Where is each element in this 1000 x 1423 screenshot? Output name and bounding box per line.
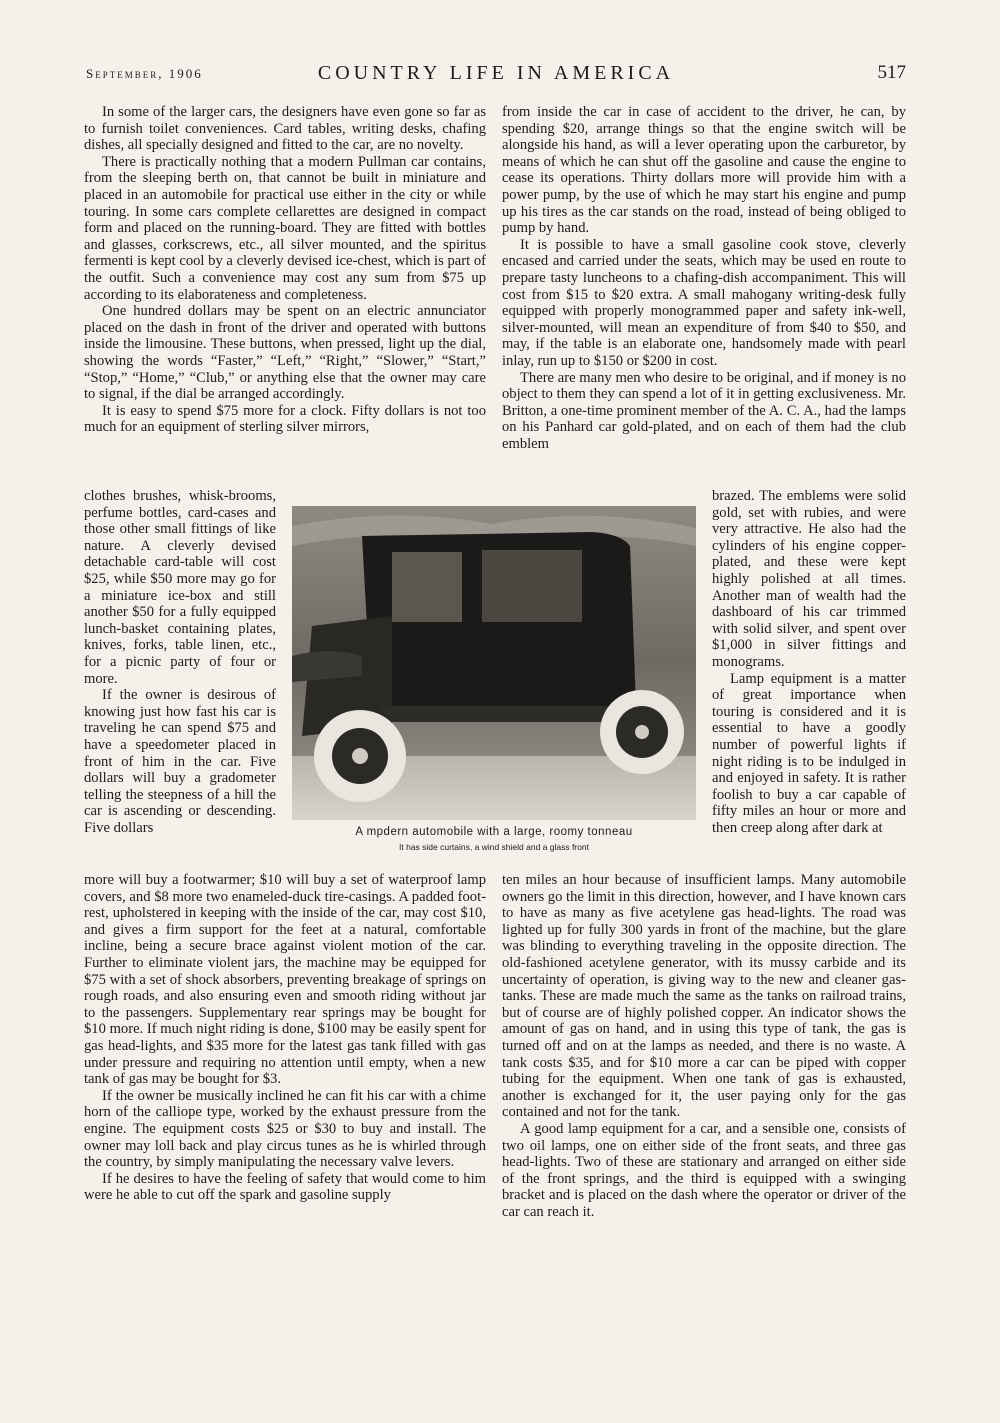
issue-date: September, 1906 — [86, 66, 203, 81]
left-column-wrap — [84, 488, 276, 836]
paragraph: ten miles an hour because of insufficient lamps. Many automobile owners go the limit in this direction, however, and I have known cars to have as many as five acetylene gas head-lights. The road was lighted up for fully 300 yards in front of the machine, but the glare was blinding to everything traveling in the opposite direction. The old-fashioned acetylene generator, with its mussy carbide and its uncertainty of operation, is giving way to the new and cleaner gas-tanks. These are made much the same as the tanks on railroad trains, but of course are of highly polished copper. An indicator shows the amount of gas on hand, and in using this type of tank, the gas is turned off and on at the lamps as needed, and there is no waste. A tank costs $35, and for $10 more a car can be piped with copper tubing for the equipment. When one tank of gas is exhausted, another is exchanged for it, the user paying only for the gas contained and not for the tank. — [502, 872, 906, 1121]
caption-title: A mpdern automobile with a large, roomy tonneau — [355, 826, 633, 838]
paragraph: It is possible to have a small gasoline cook stove, cleverly encased and carried under the seats, which may be used en route to prepare tasty luncheons to a chafing-dish accompaniment. This will cost from $15 to $20 extra. A small mahogany writing-desk fully equipped with properly monogrammed paper and safety ink-well, silver-mounted, will mean an expenditure of from $40 to $50, and may, if the table is an elaborate one, handsomely made with pearl inlay, run up to $150 or $200 in cost. — [502, 236, 906, 369]
left-column-bottom — [84, 872, 486, 1204]
paragraph: If the owner is desirous of knowing just how fast his car is traveling he can spend $75 and have a speedometer placed in front of him in the car. Five dollars will buy a gradometer telling the steepness of a hill the car is ascending or descending. Five dollars — [84, 687, 276, 836]
paragraph: clothes brushes, whisk-brooms, perfume bottles, card-cases and those other small fittings of like nature. A cleverly devised detachable card-table will cost $25, while $50 more may go for a miniature ice-box and still another $50 for a fully equipped lunch-basket containing plates, knives, forks, table linen, etc., for a picnic party of four or more. — [84, 488, 276, 687]
left-column-top — [84, 104, 486, 436]
automobile-illustration — [292, 506, 696, 820]
running-header — [86, 62, 906, 86]
paragraph: If he desires to have the feeling of safety that would come to him were he able to cut off the spark and gasoline supply — [84, 1170, 486, 1204]
page-number: 517 — [877, 62, 906, 83]
paragraph: from inside the car in case of accident to the driver, he can, by spending $20, arrange things so that the engine switch will be alongside his hand, as will a lever operating upon the carburetor, by means of which he can shut off the gasoline and cause the engine to cease its operations. Thirty dollars more will provide him with a power pump, by the use of which he may start his engine and pump up his tires as the car stands on the road, instead of being obliged to pump by hand. — [502, 104, 906, 237]
paragraph: brazed. The emblems were solid gold, set with rubies, and were very attractive. He also had the cylinders of his engine copper-plated, and these were kept highly polished at all times. Another man of wealth had the dashboard of his car trimmed with solid silver, and spent over $1,000 in silver fittings and monograms. — [712, 488, 906, 670]
paragraph: It is easy to spend $75 more for a clock. Fifty dollars is not too much for an equipment of sterling silver mirrors, — [84, 402, 486, 436]
paragraph: more will buy a footwarmer; $10 will buy a set of waterproof lamp covers, and $8 more two enameled-duck tire-casings. A padded foot-rest, upholstered in keeping with the inside of the car, may cost $10, and gives a firm support for the feet at a natural, comfortable incline, being a secure brace against violent motion of the car. Further to eliminate violent jars, the machine may be equipped for $75 with a set of shock absorbers, preventing breakage of springs on rough roads, and also ensuring even and smooth riding without jar to the passengers. Supplementary rear springs may be bought for $10 more. If much night riding is done, $100 may be easily spent for gas head-lights, and $35 more for the latest gas tank filled with gas under pressure and requiring no attention until empty, when a new tank of gas may be bought for $3. — [84, 872, 486, 1088]
paragraph: If the owner be musically inclined he can fit his car with a chime horn of the calliope type, worked by the exhaust pressure from the engine. The equipment costs $25 or $30 to buy and install. The owner may loll back and play circus tunes as he is whirled through the country, by simply manipulating the necessary valve levers. — [84, 1087, 486, 1171]
right-column-bottom — [502, 872, 906, 1220]
magazine-title: COUNTRY LIFE IN AMERICA — [317, 62, 675, 84]
paragraph: There are many men who desire to be original, and if money is no object to them they can spend a lot of it in getting exclusiveness. Mr. Britton, a one-time prominent member of the A. C. A., had the lamps on his Panhard car gold-plated, and on each of them had the club emblem — [502, 369, 906, 452]
paragraph: A good lamp equipment for a car, and a sensible one, consists of two oil lamps, one on either side of the front seats, and three gas head-lights. Two of these are stationary and arranged on either side of the front springs, and the third is equipped with a swinging bracket and is placed on the dash where the operator or driver of the car can reach it. — [502, 1120, 906, 1220]
right-column-top — [502, 104, 906, 452]
right-column-wrap — [712, 488, 906, 836]
paragraph: There is practically nothing that a modern Pullman car contains, from the sleeping berth on, that cannot be built in miniature and placed in an automobile for practical use either in the city or while touring. In some cars complete cellarettes are designed in compact form and placed on the running-board. They are fitted with bottles and glasses, corkscrews, etc., all silver mounted, and the spiritus fermenti is kept cool by a cleverly devised ice-chest, which is part of the outfit. Such a convenience may cost any sum from $75 up according to its elaborateness and completeness. — [84, 153, 486, 303]
caption-subtitle: It has side curtains, a wind shield and a glass front — [399, 842, 589, 852]
paragraph: In some of the larger cars, the designers have even gone so far as to furnish toilet conveniences. Card tables, writing desks, chafing dishes, all specially designed and fitted to the car, are no novelty. — [84, 104, 486, 154]
automobile-photograph — [292, 506, 696, 820]
paragraph: One hundred dollars may be spent on an electric annunciator placed on the dash in front of the driver and operated with buttons inside the limousine. These buttons, when pressed, light up the dial, showing the words “Faster,” “Left,” “Right,” “Slower,” “Start,” “Stop,” “Home,” “Club,” or anything else that the owner may care to signal, if the dial be arranged accordingly. — [84, 303, 486, 403]
figure-caption — [292, 826, 696, 852]
paragraph: Lamp equipment is a matter of great importance when touring is considered and it is essential to have a goodly number of powerful lights if night riding is to be indulged in and enjoyed in safety. It is rather foolish to buy a car capable of fifty miles an hour or more and then creep along after dark at — [712, 670, 906, 836]
